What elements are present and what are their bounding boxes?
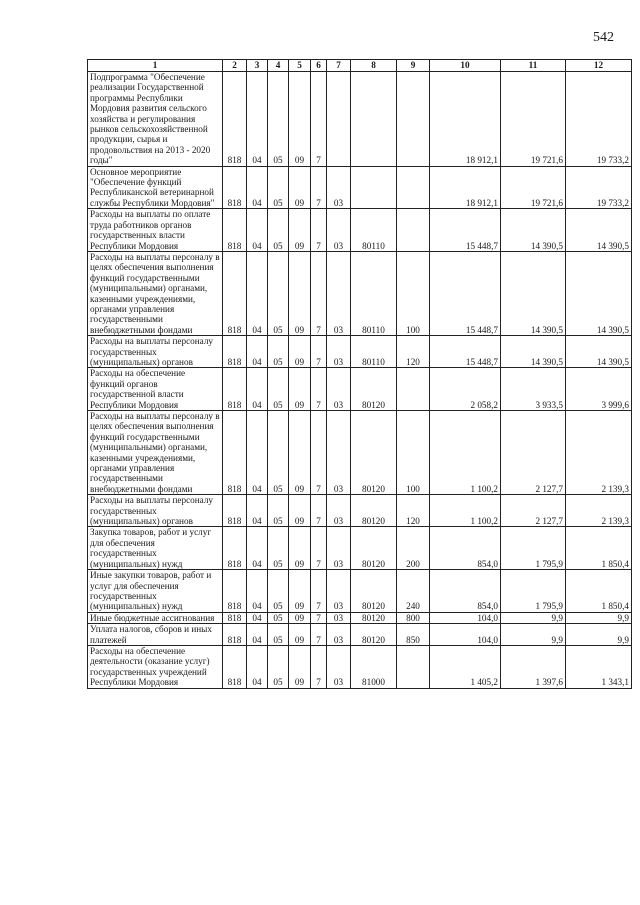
amount-col-12: 9,9 — [566, 624, 632, 646]
code-admin: 818 — [223, 336, 247, 368]
code-subprogram: 7 — [311, 368, 327, 411]
table-row — [88, 251, 632, 335]
amount-col-10: 18 912,1 — [430, 166, 501, 209]
amount-col-12: 1 850,4 — [566, 527, 632, 570]
code-expense-type: 800 — [397, 612, 430, 623]
code-subprogram: 7 — [311, 72, 327, 167]
amount-col-11: 14 390,5 — [501, 209, 566, 252]
col-header-3: 3 — [247, 60, 268, 72]
code-section: 04 — [247, 336, 268, 368]
row-name: Подпрограмма "Обеспечение реализации Государственной программы Республики Мордовия развития сельского хозяйства и регулирования рынков сельскохозяйственной продукции, сырья и продовольствия на 2013 - 2020 годы" — [88, 72, 223, 167]
code-admin: 818 — [223, 645, 247, 688]
amount-col-12: 3 999,6 — [566, 368, 632, 411]
amount-col-10: 1 100,2 — [430, 411, 501, 495]
code-section: 04 — [247, 251, 268, 335]
col-header-7: 7 — [327, 60, 351, 72]
code-program: 09 — [289, 209, 311, 252]
code-direction: 80110 — [351, 251, 397, 335]
code-section: 04 — [247, 612, 268, 623]
code-direction: 80120 — [351, 411, 397, 495]
code-admin: 818 — [223, 72, 247, 167]
row-name: Иные закупки товаров, работ и услуг для обеспечения государственных (муниципальных) нужд — [88, 570, 223, 613]
code-program: 09 — [289, 495, 311, 527]
amount-col-10: 15 448,7 — [430, 336, 501, 368]
code-program: 09 — [289, 570, 311, 613]
code-expense-type: 100 — [397, 251, 430, 335]
code-section: 04 — [247, 527, 268, 570]
code-program: 09 — [289, 624, 311, 646]
table-row — [88, 570, 632, 613]
code-expense-type: 850 — [397, 624, 430, 646]
code-program: 09 — [289, 645, 311, 688]
table-row — [88, 495, 632, 527]
col-header-9: 9 — [397, 60, 430, 72]
amount-col-11: 9,9 — [501, 612, 566, 623]
code-section: 04 — [247, 72, 268, 167]
code-section: 04 — [247, 570, 268, 613]
table-row — [88, 645, 632, 688]
row-name: Расходы на обеспечение функций органов государственной власти Республики Мордовия — [88, 368, 223, 411]
col-header-11: 11 — [501, 60, 566, 72]
row-name: Расходы на обеспечение деятельности (оказание услуг) государственных учреждений Республики Мордовия — [88, 645, 223, 688]
amount-col-12: 19 733,2 — [566, 72, 632, 167]
code-subprogram: 7 — [311, 645, 327, 688]
code-direction: 80120 — [351, 612, 397, 623]
col-header-5: 5 — [289, 60, 311, 72]
code-subsection: 05 — [268, 624, 289, 646]
code-admin: 818 — [223, 166, 247, 209]
code-program: 09 — [289, 368, 311, 411]
code-subprogram: 7 — [311, 336, 327, 368]
col-header-10: 10 — [430, 60, 501, 72]
table-row — [88, 527, 632, 570]
code-program: 09 — [289, 336, 311, 368]
row-name: Закупка товаров, работ и услуг для обеспечения государственных (муниципальных) нужд — [88, 527, 223, 570]
code-event: 03 — [327, 411, 351, 495]
amount-col-10: 104,0 — [430, 612, 501, 623]
code-section: 04 — [247, 368, 268, 411]
code-expense-type: 120 — [397, 336, 430, 368]
code-admin: 818 — [223, 368, 247, 411]
code-expense-type — [397, 645, 430, 688]
code-subprogram: 7 — [311, 209, 327, 252]
code-subsection: 05 — [268, 495, 289, 527]
code-expense-type — [397, 166, 430, 209]
budget-table — [87, 59, 632, 689]
code-expense-type: 100 — [397, 411, 430, 495]
code-event: 03 — [327, 624, 351, 646]
code-direction — [351, 72, 397, 167]
amount-col-12: 14 390,5 — [566, 336, 632, 368]
code-direction: 80120 — [351, 570, 397, 613]
table-row — [88, 209, 632, 252]
row-name: Расходы на выплаты персоналу в целях обеспечения выполнения функций государственными (муниципальными) органами, казенными учреждениями, органами управления государственными внебюджетными фондами — [88, 411, 223, 495]
code-subprogram: 7 — [311, 527, 327, 570]
code-subsection: 05 — [268, 72, 289, 167]
code-event: 03 — [327, 645, 351, 688]
amount-col-10: 854,0 — [430, 570, 501, 613]
amount-col-12: 14 390,5 — [566, 209, 632, 252]
amount-col-11: 9,9 — [501, 624, 566, 646]
code-direction: 80120 — [351, 368, 397, 411]
code-subsection: 05 — [268, 166, 289, 209]
row-name: Расходы на выплаты персоналу государственных (муниципальных) органов — [88, 495, 223, 527]
amount-col-11: 19 721,6 — [501, 72, 566, 167]
amount-col-11: 19 721,6 — [501, 166, 566, 209]
amount-col-10: 1 405,2 — [430, 645, 501, 688]
code-direction: 80120 — [351, 495, 397, 527]
code-section: 04 — [247, 495, 268, 527]
code-admin: 818 — [223, 495, 247, 527]
code-subsection: 05 — [268, 368, 289, 411]
amount-col-10: 15 448,7 — [430, 251, 501, 335]
code-event: 03 — [327, 368, 351, 411]
amount-col-10: 854,0 — [430, 527, 501, 570]
table-row — [88, 411, 632, 495]
col-header-6: 6 — [311, 60, 327, 72]
col-header-2: 2 — [223, 60, 247, 72]
code-program: 09 — [289, 251, 311, 335]
code-admin: 818 — [223, 624, 247, 646]
code-direction: 80110 — [351, 336, 397, 368]
amount-col-11: 1 397,6 — [501, 645, 566, 688]
code-expense-type — [397, 209, 430, 252]
code-event: 03 — [327, 336, 351, 368]
code-subprogram: 7 — [311, 612, 327, 623]
code-program: 09 — [289, 72, 311, 167]
code-direction: 81000 — [351, 645, 397, 688]
amount-col-10: 2 058,2 — [430, 368, 501, 411]
code-program: 09 — [289, 166, 311, 209]
code-admin: 818 — [223, 209, 247, 252]
code-direction: 80110 — [351, 209, 397, 252]
code-subsection: 05 — [268, 251, 289, 335]
code-event — [327, 72, 351, 167]
code-admin: 818 — [223, 411, 247, 495]
amount-col-12: 14 390,5 — [566, 251, 632, 335]
col-header-4: 4 — [268, 60, 289, 72]
code-event: 03 — [327, 612, 351, 623]
code-section: 04 — [247, 411, 268, 495]
table-row — [88, 612, 632, 623]
code-subsection: 05 — [268, 411, 289, 495]
code-subsection: 05 — [268, 209, 289, 252]
code-direction — [351, 166, 397, 209]
table-row — [88, 72, 632, 167]
amount-col-10: 104,0 — [430, 624, 501, 646]
code-expense-type — [397, 72, 430, 167]
amount-col-12: 2 139,3 — [566, 411, 632, 495]
code-section: 04 — [247, 645, 268, 688]
amount-col-11: 14 390,5 — [501, 251, 566, 335]
amount-col-10: 15 448,7 — [430, 209, 501, 252]
code-admin: 818 — [223, 612, 247, 623]
code-subsection: 05 — [268, 336, 289, 368]
code-subsection: 05 — [268, 645, 289, 688]
code-admin: 818 — [223, 570, 247, 613]
code-expense-type: 200 — [397, 527, 430, 570]
amount-col-12: 9,9 — [566, 612, 632, 623]
code-subprogram: 7 — [311, 166, 327, 209]
code-subprogram: 7 — [311, 251, 327, 335]
row-name: Основное мероприятие "Обеспечение функций Республиканской ветеринарной службы Республики Мордовия" — [88, 166, 223, 209]
amount-col-12: 2 139,3 — [566, 495, 632, 527]
code-direction: 80120 — [351, 624, 397, 646]
row-name: Расходы на выплаты по оплате труда работников органов государственных власти Республики Мордовия — [88, 209, 223, 252]
code-subsection: 05 — [268, 570, 289, 613]
code-expense-type: 120 — [397, 495, 430, 527]
code-admin: 818 — [223, 251, 247, 335]
header-row — [88, 60, 632, 72]
amount-col-12: 1 343,1 — [566, 645, 632, 688]
code-section: 04 — [247, 166, 268, 209]
code-section: 04 — [247, 624, 268, 646]
amount-col-11: 1 795,9 — [501, 570, 566, 613]
code-event: 03 — [327, 570, 351, 613]
table-row — [88, 166, 632, 209]
amount-col-11: 1 795,9 — [501, 527, 566, 570]
col-header-12: 12 — [566, 60, 632, 72]
table-row — [88, 336, 632, 368]
table-row — [88, 368, 632, 411]
code-event: 03 — [327, 166, 351, 209]
row-name: Расходы на выплаты персоналу в целях обеспечения выполнения функций государственными (муниципальными) органами, казенными учреждениями, органами управления государственными внебюджетными фондами — [88, 251, 223, 335]
amount-col-11: 2 127,7 — [501, 411, 566, 495]
code-subprogram: 7 — [311, 570, 327, 613]
code-section: 04 — [247, 209, 268, 252]
code-event: 03 — [327, 209, 351, 252]
amount-col-12: 19 733,2 — [566, 166, 632, 209]
col-header-1: 1 — [88, 60, 223, 72]
row-name: Уплата налогов, сборов и иных платежей — [88, 624, 223, 646]
code-subsection: 05 — [268, 527, 289, 570]
code-program: 09 — [289, 527, 311, 570]
code-subsection: 05 — [268, 612, 289, 623]
col-header-8: 8 — [351, 60, 397, 72]
row-name: Иные бюджетные ассигнования — [88, 612, 223, 623]
amount-col-10: 18 912,1 — [430, 72, 501, 167]
code-subprogram: 7 — [311, 624, 327, 646]
page-number: 542 — [593, 30, 614, 45]
table-row — [88, 624, 632, 646]
code-admin: 818 — [223, 527, 247, 570]
code-program: 09 — [289, 612, 311, 623]
amount-col-12: 1 850,4 — [566, 570, 632, 613]
code-direction: 80120 — [351, 527, 397, 570]
code-event: 03 — [327, 527, 351, 570]
code-subprogram: 7 — [311, 495, 327, 527]
code-event: 03 — [327, 251, 351, 335]
amount-col-11: 3 933,5 — [501, 368, 566, 411]
code-expense-type: 240 — [397, 570, 430, 613]
code-program: 09 — [289, 411, 311, 495]
amount-col-11: 2 127,7 — [501, 495, 566, 527]
code-expense-type — [397, 368, 430, 411]
code-subprogram: 7 — [311, 411, 327, 495]
amount-col-10: 1 100,2 — [430, 495, 501, 527]
code-event: 03 — [327, 495, 351, 527]
row-name: Расходы на выплаты персоналу государственных (муниципальных) органов — [88, 336, 223, 368]
amount-col-11: 14 390,5 — [501, 336, 566, 368]
